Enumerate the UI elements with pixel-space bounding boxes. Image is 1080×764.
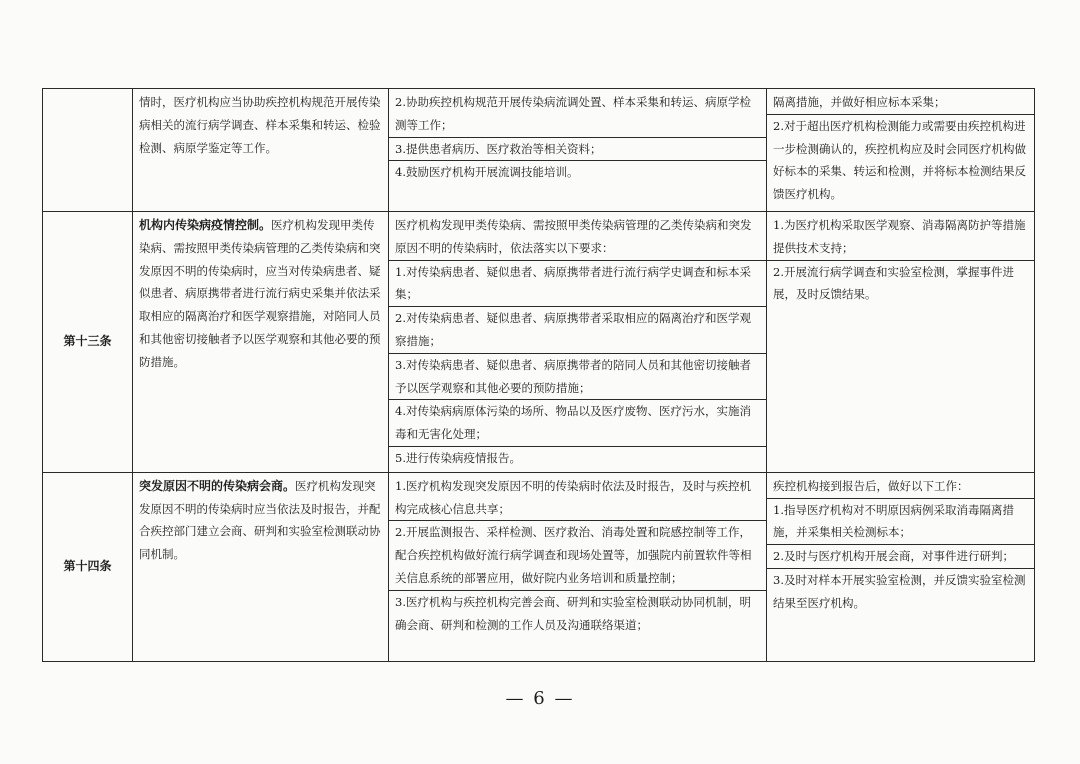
list-item: 3.及时对样本开展实验室检测，并反馈实验室检测结果至医疗机构。 xyxy=(773,572,1026,610)
article-label xyxy=(43,89,133,212)
provision-text xyxy=(133,89,389,212)
cdc-requirements xyxy=(767,212,1035,473)
list-item: 2.及时与医疗机构开展会商，对事件进行研判； xyxy=(767,545,1034,569)
cdc-requirements xyxy=(767,89,1035,212)
provision-heading: 突发原因不明的传染病会商。 xyxy=(139,478,296,493)
regulation-table xyxy=(42,88,1035,662)
provision-body: 医疗机构发现突发原因不明的传染病时应当依法及时报告，并配合疾控部门建立会商、研判和实验室检测联动协同机制。 xyxy=(139,478,381,562)
provision-body: 医疗机构发现甲类传染病、需按照甲类传染病管理的乙类传染病和突发原因不明的传染病时，应当对传染病患者、疑似患者、病原携带者进行流行病史采集并依法采取相应的隔离治疗和医学观察措施，对陪同人员和其他密切接触者予以医学观察和其他必要的预防措施。 xyxy=(139,218,381,369)
provision-text xyxy=(133,212,389,473)
list-item: 1.对传染病患者、疑似患者、病原携带者进行流行病学史调查和标本采集； xyxy=(389,261,766,308)
table-row xyxy=(43,472,1035,661)
list-item: 2.对于超出医疗机构检测能力或需要由疾控机构进一步检测确认的，疾控机构应及时会同医疗机构做好标本的采集、转运和检测，并将标本检测结果反馈医疗机构。 xyxy=(773,118,1026,202)
medical-requirements xyxy=(389,472,767,661)
list-item: 3.医疗机构与疾控机构完善会商、研判和实验室检测联动协同机制，明确会商、研判和检测的工作人员及沟通联络渠道； xyxy=(395,594,751,632)
list-item: 1.医疗机构发现突发原因不明的传染病时依法及时报告，及时与疾控机构完成核心信息共享； xyxy=(389,475,766,522)
list-item: 2.开展流行病学调查和实验室检测，掌握事件进展，及时反馈结果。 xyxy=(773,264,1014,302)
list-item: 5.进行传染病疫情报告。 xyxy=(395,450,521,465)
table-row xyxy=(43,212,1035,473)
list-item: 3.提供患者病历、医疗救治等相关资料； xyxy=(389,138,766,162)
article-label: 第十三条 xyxy=(43,212,133,473)
page-number: — 6 — xyxy=(505,688,575,709)
list-item: 2.开展监测报告、采样检测、医疗救治、消毒处置和院感控制等工作，配合疾控机构做好流行病学调查和现场处置等，加强院内前置软件等相关信息系统的部署应用，做好院内业务培训和质量控制； xyxy=(389,521,766,590)
provision-body: 情时，医疗机构应当协助疾控机构规范开展传染病相关的流行病学调查、样本采集和转运、检验检测、病原学鉴定等工作。 xyxy=(139,95,381,155)
provision-text xyxy=(133,472,389,661)
list-item: 4.鼓励医疗机构开展流调技能培训。 xyxy=(395,165,579,180)
list-item: 1.为医疗机构采取医学观察、消毒隔离防护等措施提供技术支持； xyxy=(767,214,1034,261)
article-label: 第十四条 xyxy=(43,472,133,661)
medical-requirements xyxy=(389,89,767,212)
list-item: 疾控机构接到报告后，做好以下工作： xyxy=(767,475,1034,499)
medical-requirements xyxy=(389,212,767,473)
list-item: 医疗机构发现甲类传染病、需按照甲类传染病管理的乙类传染病和突发原因不明的传染病时，依法落实以下要求： xyxy=(389,214,766,261)
cdc-requirements xyxy=(767,472,1035,661)
list-item: 1.指导医疗机构对不明原因病例采取消毒隔离措施，并采集相关检测标本； xyxy=(767,499,1034,546)
provision-heading: 机构内传染病疫情控制。 xyxy=(139,218,272,232)
list-item: 3.对传染病患者、疑似患者、病原携带者的陪同人员和其他密切接触者予以医学观察和其他必要的预防措施； xyxy=(389,354,766,401)
list-item: 2.协助疾控机构规范开展传染病流调处置、样本采集和转运、病原学检测等工作； xyxy=(389,91,766,138)
list-item: 4.对传染病病原体污染的场所、物品以及医疗废物、医疗污水，实施消毒和无害化处理； xyxy=(389,400,766,447)
list-item: 隔离措施，并做好相应标本采集； xyxy=(767,91,1034,115)
list-item: 2.对传染病患者、疑似患者、病原携带者采取相应的隔离治疗和医学观察措施； xyxy=(389,307,766,354)
table-row xyxy=(43,89,1035,212)
